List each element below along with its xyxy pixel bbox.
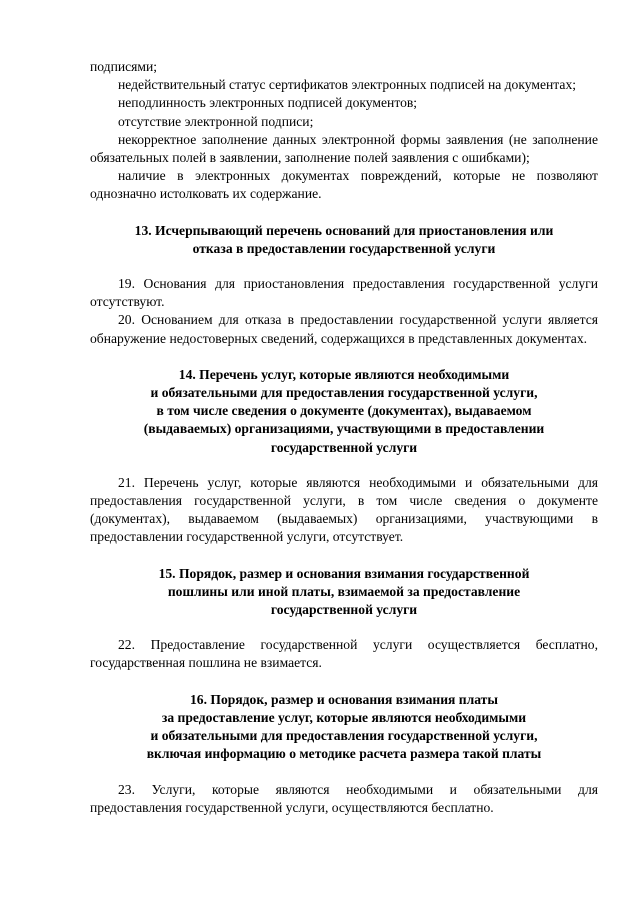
list-item: некорректное заполнение данных электронной формы заявления (не заполнение обязательных полей в заявлении, заполнение полей заявления с ошибками); [90, 131, 598, 166]
heading-line: государственной услуги [270, 439, 418, 455]
section-15-heading [90, 565, 598, 620]
heading-line: отказа в предоставлении государственной услуги [192, 240, 496, 256]
paragraph-21: 21. Перечень услуг, которые являются необходимыми и обязательными для предоставления государственной услуги, в том числе сведения о документе (документах), выдаваемом (выдаваемых) организациями, участвующими в предоставлении государственной услуги, отсутствует. [90, 474, 598, 545]
paragraph-22: 22. Предоставление государственной услуги осуществляется бесплатно, государственная пошлина не взимается. [90, 637, 598, 671]
list-item: отсутствие электронной подписи; [118, 113, 314, 129]
paragraph-19: 19. Основания для приостановления предоставления государственной услуги отсутствуют. [90, 276, 598, 310]
list-item: неподлинность электронных подписей документов; [118, 95, 418, 111]
heading-line: 13. Исчерпывающий перечень оснований для приостановления или [134, 222, 554, 238]
paragraph-20: 20. Основанием для отказа в предоставлении государственной услуги является обнаружение недостоверных сведений, содержащихся в представленных документах. [90, 312, 598, 346]
heading-line: 15. Порядок, размер и основания взимания государственной [158, 565, 530, 581]
heading-line: в том числе сведения о документе (документах), выдаваемом [156, 403, 532, 419]
section-13-heading [90, 222, 598, 258]
heading-line: 14. Перечень услуг, которые являются необходимыми [178, 366, 510, 382]
heading-line: 16. Порядок, размер и основания взимания платы [190, 691, 498, 707]
heading-line: пошлины или иной платы, взимаемой за предоставление [167, 583, 521, 599]
heading-line: государственной услуги [270, 602, 418, 618]
heading-line: включая информацию о методике расчета размера такой платы [146, 746, 542, 762]
paragraph-fragment: подписями; [90, 59, 158, 74]
heading-line: (выдаваемых) организациями, участвующими в предоставлении [143, 421, 545, 437]
heading-line: и обязательными для предоставления государственной услуги, [150, 728, 538, 744]
section-14-heading [90, 366, 598, 457]
heading-line: и обязательными для предоставления государственной услуги, [150, 385, 538, 401]
list-item: недействительный статус сертификатов электронных подписей на документах; [118, 77, 577, 93]
paragraph-23: 23. Услуги, которые являются необходимыми и обязательными для предоставления государственной услуги, осуществляются бесплатно. [90, 781, 598, 815]
heading-line: за предоставление услуг, которые являются необходимыми [161, 709, 527, 725]
section-16-heading [90, 691, 598, 764]
list-item: наличие в электронных документах повреждений, которые не позволяют однозначно истолковать их содержание. [90, 168, 598, 202]
